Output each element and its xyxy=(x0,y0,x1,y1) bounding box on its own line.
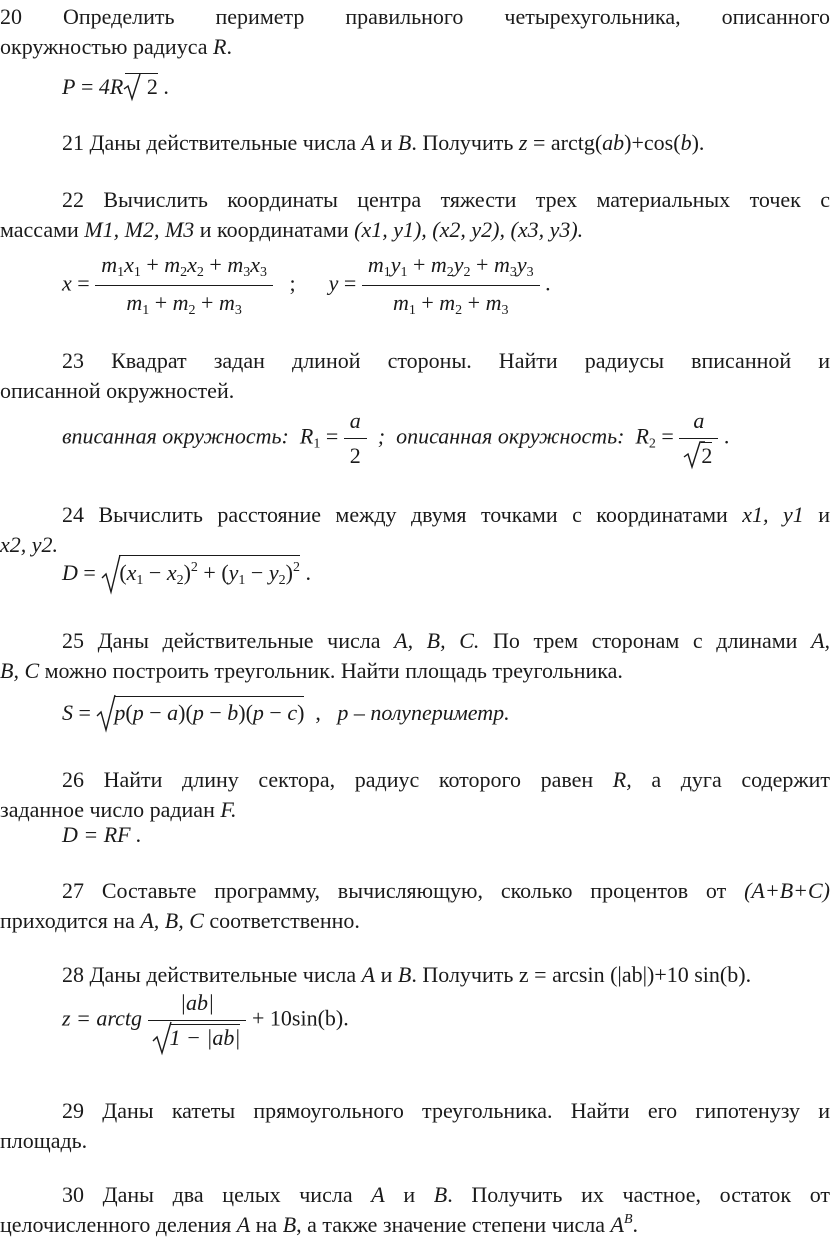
formula-radii: вписанная окружность: $R_1$ = $\frac{a}{2}$ ; описанная окружность: $R_2$ = $\frac{a}{2}$ . xyxy=(62,408,730,468)
problem-29-line-2: площадь. xyxy=(0,1128,88,1153)
problem-22-line-1: 22 Вычислить координаты центра тяжести трех материальных точек с xyxy=(62,187,830,212)
problem-30-line-2: целочисленного деления A на B, а также значение степени числа $A^B$. xyxy=(0,1212,638,1237)
formula-center-of-mass: x = $\frac{m_1x_1 + m_2x_2 + m_3x_3}{m_1 + m_2 + m_3}$ ; y = $\frac{m_1y_1 + m_2y_2 + m_3y_3}{m_1 + m_2 + m_3}$ . xyxy=(62,252,551,318)
formula-sector: D = RF . xyxy=(62,822,142,847)
problem-25-line-1: 25 Даны действительные числа A, B, C. По трем сторонам с длинами A, xyxy=(62,628,830,653)
problem-20-line-2: окружностью радиуса R. xyxy=(0,34,232,59)
problem-22-line-2: массами M1, M2, M3 и координатами (x1, y1), (x2, y2), (x3, y3). xyxy=(0,217,584,242)
problem-26-line-1: 26 Найти длину сектора, радиус которого равен R, а дуга содержит xyxy=(62,767,830,792)
fraction-y: $\frac{m_1y_1 + m_2y_2 + m_3y_3}{m_1 + m_2 + m_3}$ xyxy=(362,252,540,319)
problem-28-line-1: 28 Даны действительные числа A и B. Получить z = arcsin (|ab|)+10 sin(b). xyxy=(62,962,752,987)
problem-26-line-2: заданное число радиан F. xyxy=(0,797,237,822)
formula-distance: D = $(x_1 - x_2)^2 + (y_1 - y_2)^2$ . xyxy=(62,560,311,589)
problem-25-line-2: B, C можно построить треугольник. Найти площадь треугольника. xyxy=(0,658,623,683)
problem-23-line-2: описанной окружностей. xyxy=(0,378,235,403)
formula-perimeter: P = 4R 2 . xyxy=(62,74,169,99)
formula-arctg: z = arctg $\frac{|ab|}{1 - |ab|}$ + 10sin(b). xyxy=(62,990,349,1051)
problem-20-line-1: 20 Определить периметр правильного четырехугольника, описанного xyxy=(0,4,830,29)
problem-29-line-1: 29 Даны катеты прямоугольного треугольника. Найти его гипотенузу и xyxy=(62,1098,830,1123)
problem-21: 21 Даны действительные числа A и B. Получить z = arctg(ab)+cos(b). xyxy=(62,130,705,155)
problem-30-line-1: 30 Даны два целых числа A и B. Получить их частное, остаток от xyxy=(62,1182,830,1207)
problem-24-line-2: x2, y2. xyxy=(0,532,59,557)
problem-27-line-2: приходится на A, B, C соответственно. xyxy=(0,908,360,933)
problem-23-line-1: 23 Квадрат задан длиной стороны. Найти радиусы вписанной и xyxy=(62,348,830,373)
problem-24-line-1: 24 Вычислить расстояние между двумя точками с координатами x1, y1 и xyxy=(62,502,830,527)
fraction-x: $\frac{m_1x_1 + m_2x_2 + m_3x_3}{m_1 + m_2 + m_3}$ xyxy=(95,252,273,319)
problem-27-line-1: 27 Составьте программу, вычисляющую, сколько процентов от (A+B+C) xyxy=(62,878,830,903)
formula-heron: S = p(p − a)(p − b)(p − c) , p – полупериметр. xyxy=(62,700,510,726)
